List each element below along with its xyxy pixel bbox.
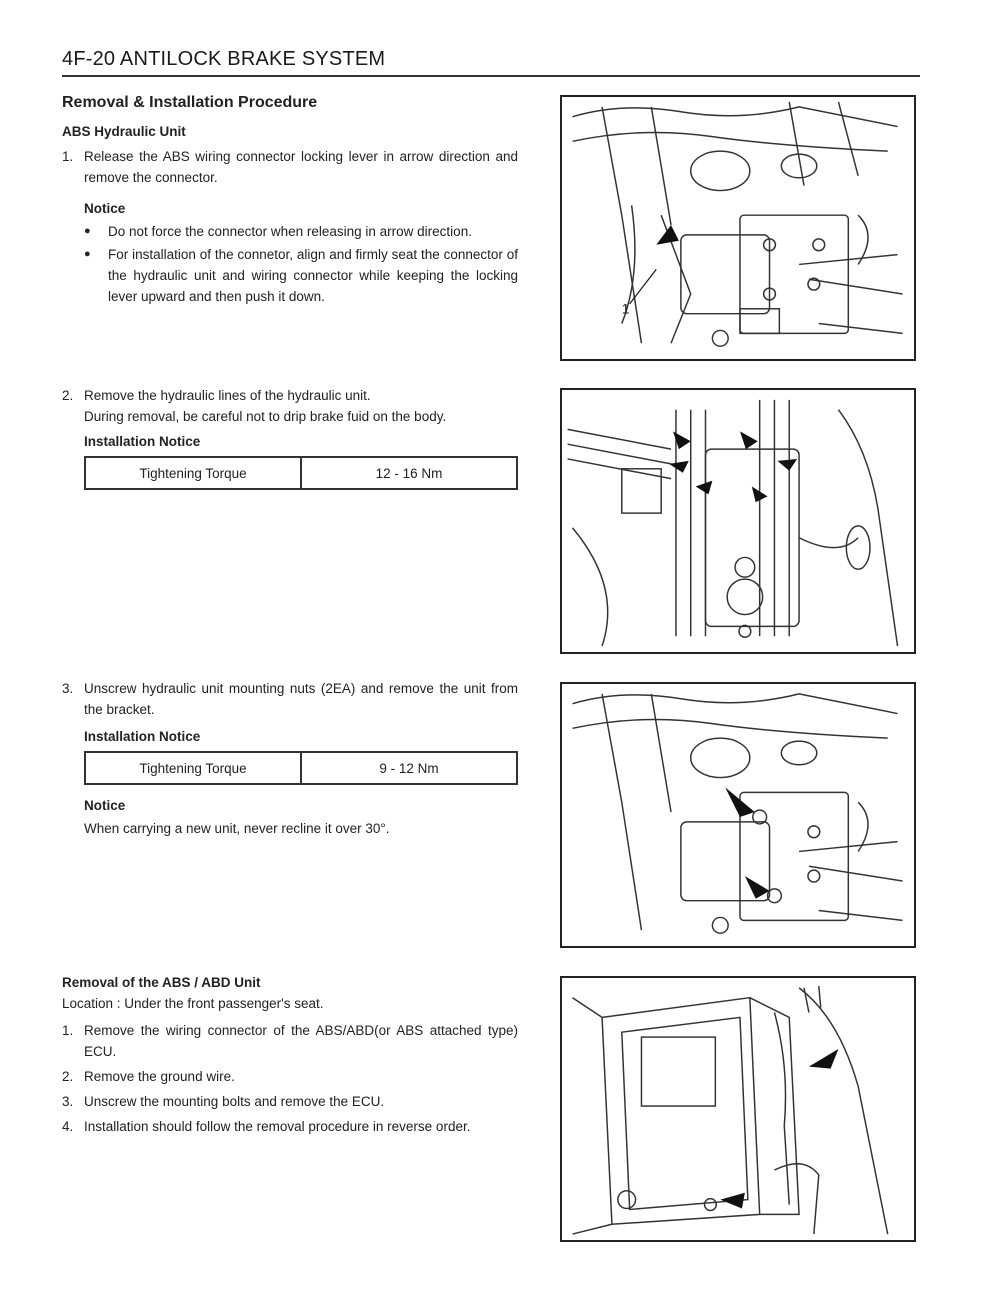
- list-item: [62, 1091, 518, 1112]
- section-hydraulic-unit: [62, 92, 518, 307]
- notice-title: Notice: [84, 798, 126, 813]
- notice-bullet: [84, 244, 518, 307]
- figure-abs-ecu: [560, 976, 916, 1242]
- step-text: Remove the ground wire.: [84, 1069, 235, 1084]
- step-text: Release the ABS wiring connector locking lever in arrow direction and remove the connector.: [84, 149, 518, 185]
- page-title: 4F-20 ANTILOCK BRAKE SYSTEM: [62, 48, 386, 70]
- mounting-nuts-illustration: [562, 684, 914, 946]
- figure-mounting-nuts: [560, 682, 916, 948]
- torque-value: 12 - 16 Nm: [301, 457, 517, 489]
- installation-notice-title: Installation Notice: [84, 729, 201, 744]
- torque-value: 9 - 12 Nm: [301, 752, 517, 784]
- hydraulic-lines-illustration: [562, 390, 914, 652]
- bullet-text: For installation of the connetor, align and firmly seat the connector of the hydraulic unit and wiring connector while keeping the locking lever upward and then push it down.: [108, 247, 518, 304]
- torque-label: Tightening Torque: [85, 457, 301, 489]
- step-3: [62, 678, 518, 720]
- step-3-block: [62, 678, 518, 839]
- list-item: [62, 1020, 518, 1062]
- arrow-icons: [720, 1049, 838, 1209]
- location-text: Location : Under the front passenger's seat.: [62, 996, 324, 1011]
- torque-label: Tightening Torque: [85, 752, 301, 784]
- section-abs-abd-unit: [62, 972, 518, 1137]
- abs-ecu-illustration: [562, 978, 914, 1240]
- step-number: 1.: [62, 1023, 74, 1038]
- step-text: Unscrew hydraulic unit mounting nuts (2EA) and remove the unit from the bracket.: [84, 681, 518, 717]
- section-title: Removal & Installation Procedure: [62, 94, 318, 111]
- abs-connector-illustration: [562, 97, 914, 359]
- list-item: [62, 1116, 518, 1137]
- figure-abs-connector: [560, 95, 916, 361]
- torque-table: [84, 456, 518, 490]
- torque-table: [84, 751, 518, 785]
- step-number: 3.: [62, 681, 74, 696]
- step-text: Remove the wiring connector of the ABS/ABD(or ABS attached type) ECU.: [84, 1023, 518, 1059]
- installation-notice-title: Installation Notice: [84, 434, 201, 449]
- step-text: Remove the hydraulic lines of the hydraulic unit.: [84, 388, 371, 403]
- step-number: 2.: [62, 1069, 74, 1084]
- subsection-title: ABS Hydraulic Unit: [62, 124, 186, 139]
- table-row: [85, 457, 517, 489]
- step-number: 3.: [62, 1094, 74, 1109]
- section-title: Removal of the ABS / ABD Unit: [62, 975, 261, 990]
- step-text: Installation should follow the removal procedure in reverse order.: [84, 1119, 471, 1134]
- step-1: [62, 146, 518, 188]
- step-text: Unscrew the mounting bolts and remove the ECU.: [84, 1094, 385, 1109]
- step-text-2: During removal, be careful not to drip brake fuid on the body.: [84, 409, 447, 424]
- table-row: [85, 752, 517, 784]
- arrow-icons: [725, 787, 769, 898]
- step-number: 1.: [62, 149, 74, 164]
- arrow-icons: [669, 431, 797, 502]
- bullet-icon: ●: [84, 225, 91, 237]
- arrow-icon: [656, 225, 679, 245]
- step-number: 4.: [62, 1119, 74, 1134]
- bullet-text: Do not force the connector when releasing in arrow direction.: [108, 224, 472, 239]
- notice-title: Notice: [84, 201, 126, 216]
- step-number: 2.: [62, 388, 74, 403]
- notice-bullet: [84, 221, 518, 242]
- figure-hydraulic-lines: [560, 388, 916, 654]
- list-item: [62, 1066, 518, 1087]
- notice-text: When carrying a new unit, never recline it over 30°.: [84, 821, 390, 836]
- figure-callout: 1: [621, 301, 630, 317]
- bullet-icon: ●: [84, 248, 91, 260]
- step-2-block: [62, 385, 518, 490]
- step-2: [62, 385, 518, 406]
- page-header: [62, 48, 920, 77]
